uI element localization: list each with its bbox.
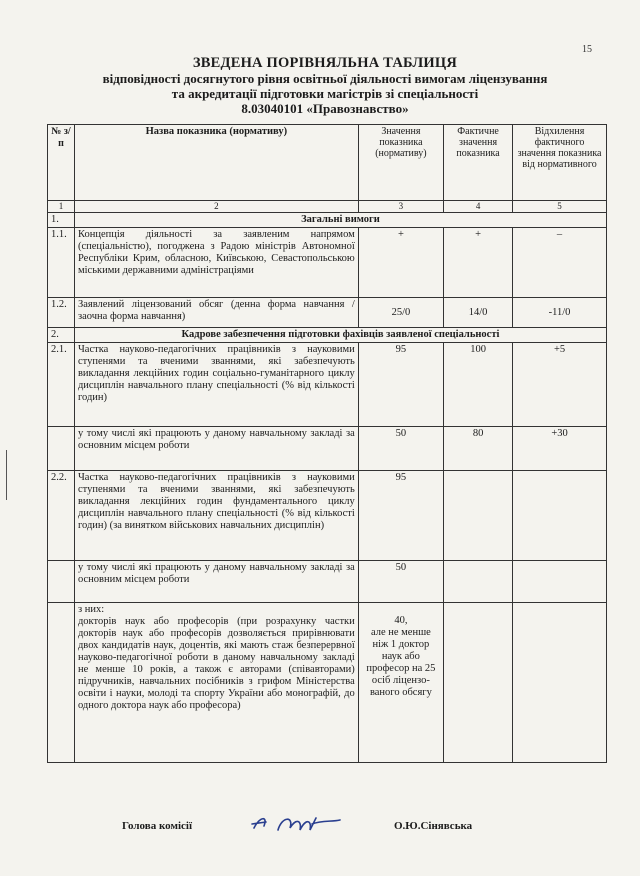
title-main: ЗВЕДЕНА ПОРІВНЯЛЬНА ТАБЛИЦЯ: [192, 55, 458, 71]
row-name: у тому числі які працюють у даному навчальному закладі за основним місцем роботи: [74, 561, 358, 603]
row-name: з них: докторів наук або професорів (при розрахунку частки докторів наук або професорів дозволяється прирівнювати двох кандидатів наук, доцентів, які мають стаж безперервної науково-педагогічної роботи в даному навчальному закладі не менше 10 років, а також є авторами (співавторами) підручників, навчальних посібників з грифом Міністерства освіти і науки, молоді та спорту України або монографій, до одного доктора наук або професора): [74, 603, 358, 763]
section-row: [48, 328, 607, 343]
section-number: 1.: [48, 213, 75, 228]
index-cell: 2: [74, 201, 358, 213]
row-norm: +: [358, 228, 443, 298]
title-line-3: та акредитації підготовки магістрів зі спеціальності: [171, 86, 479, 101]
row-fact: 80: [444, 427, 513, 471]
row-fact: [444, 471, 513, 561]
title-line-2: відповідності досягнутого рівня освітньої діяльності вимогам ліцензування: [102, 71, 548, 86]
row-number: 1.2.: [48, 298, 75, 328]
row-norm: 40, але не менше ніж 1 доктор наук або професор на 25 осіб ліцензо-ваного обсягу: [358, 603, 443, 763]
row-name: у тому числі які працюють у даному навчальному закладі за основним місцем роботи: [74, 427, 358, 471]
row-number: 1.1.: [48, 228, 75, 298]
row-dev: -11/0: [513, 298, 607, 328]
title-line-4: 8.03040101 «Правознавство»: [241, 101, 409, 116]
table-row: [48, 228, 607, 298]
row-dev: +5: [513, 343, 607, 427]
handwritten-signature: [246, 808, 346, 838]
chairman-name: О.Ю.Сінявська: [394, 820, 473, 832]
section-title: Загальні вимоги: [74, 213, 606, 228]
index-cell: 4: [444, 201, 513, 213]
row-number: 2.2.: [48, 471, 75, 561]
row-fact: +: [444, 228, 513, 298]
table-row: [48, 343, 607, 427]
section-row: [48, 213, 607, 228]
index-row: [48, 201, 607, 213]
row-dev: [513, 603, 607, 763]
row-norm: 50: [358, 427, 443, 471]
row-fact: 100: [444, 343, 513, 427]
row-norm: 95: [358, 471, 443, 561]
index-cell: 3: [358, 201, 443, 213]
row-dev: +30: [513, 427, 607, 471]
row-dev: –: [513, 228, 607, 298]
row-number: 2.1.: [48, 343, 75, 427]
row-dev: [513, 561, 607, 603]
header-num: № з/п: [48, 125, 75, 201]
section-title: Кадрове забезпечення підготовки фахівців заявленої спеціальності: [74, 328, 606, 343]
chairman-label: Голова комісії: [122, 820, 193, 832]
row-number: [48, 427, 75, 471]
row-number: [48, 561, 75, 603]
row-norm: 50: [358, 561, 443, 603]
margin-mark: [6, 450, 10, 500]
row-name: Частка науково-педагогічних працівників з науковими ступенями та вченими званнями, які забезпечують викладання лекційних годин фундаментального циклу дисциплін навчального плану спеціальності (% від кількості годин) (за винятком військових навчальних дисциплін): [74, 471, 358, 561]
table-row: [48, 427, 607, 471]
header-name: Назва показника (нормативу): [74, 125, 358, 201]
row-norm: 25/0: [358, 298, 443, 328]
table-row: [48, 471, 607, 561]
header-norm: Значення показника (нормативу): [358, 125, 443, 201]
row-fact: [444, 561, 513, 603]
section-number: 2.: [48, 328, 75, 343]
table-row: [48, 603, 607, 763]
row-fact: [444, 603, 513, 763]
row-fact: 14/0: [444, 298, 513, 328]
row-name: Частка науково-педагогічних працівників з науковими ступенями та вченими званнями, які забезпечують викладання лекційних годин соціально-гуманітарного циклу дисциплін навчального плану спеціальності (% від кількості годин): [74, 343, 358, 427]
index-cell: 1: [48, 201, 75, 213]
row-number: [48, 603, 75, 763]
row-name: Концепція діяльності за заявленим напрямом (спеціальністю), погоджена з Радою міністрів Автономної Республіки Крим, обласною, Київською, Севастопольською міськими державними адміністраціями: [74, 228, 358, 298]
header-row: [48, 125, 607, 201]
row-norm: 95: [358, 343, 443, 427]
page-number: 15: [582, 44, 592, 55]
row-dev: [513, 471, 607, 561]
index-cell: 5: [513, 201, 607, 213]
comparison-table: [47, 124, 607, 763]
title-block: [40, 55, 610, 116]
table-row: [48, 561, 607, 603]
header-dev: Відхилення фактичного значення показника від нормативного: [513, 125, 607, 201]
table-row: [48, 298, 607, 328]
row-name: Заявлений ліцензований обсяг (денна форма навчання / заочна форма навчання): [74, 298, 358, 328]
header-fact: Фактичне значення показника: [444, 125, 513, 201]
